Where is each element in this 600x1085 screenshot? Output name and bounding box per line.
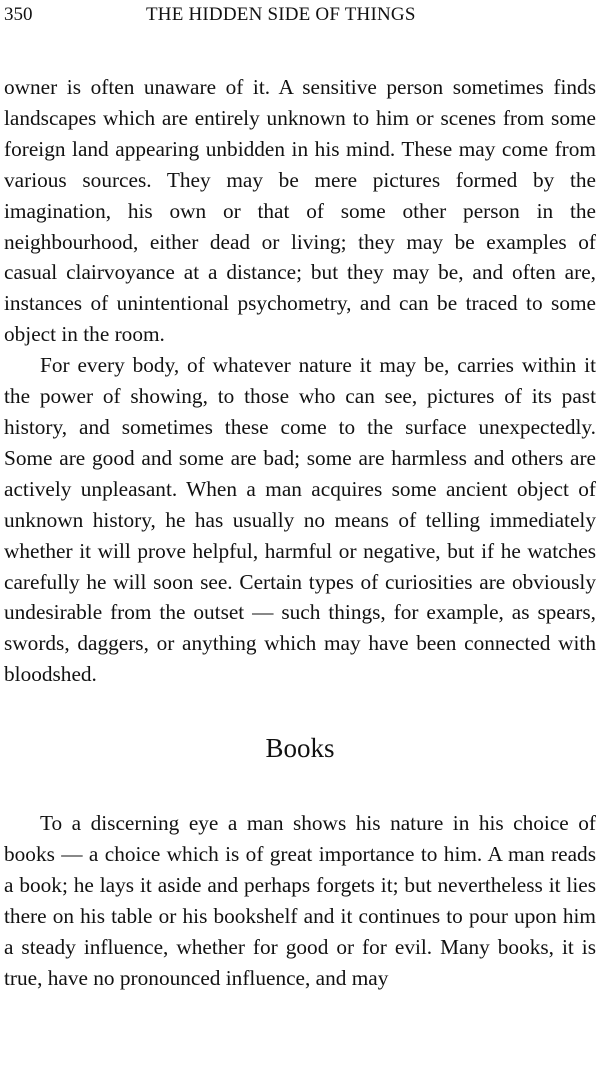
paragraph-continued: owner is often unaware of it. A sensitive person sometimes finds landscapes which are entirely unknown to him or scenes from some foreign land appearing unbidden in his mind. These may come from various sources. They may be mere pictures formed by the imagination, his own or that of some other person in the neighbourhood, either dead or living; they may be examples of casual clairvoyance at a distance; but they may be, and often are, instances of unintentional psychometry, and can be traced to some object in the room.	[4, 75, 596, 347]
page-number: 350	[4, 4, 33, 25]
section-heading-books: Books	[265, 733, 335, 764]
paragraph-psychometry: For every body, of whatever nature it may be, carries within it the power of showing, to those who can see, pictures of its past history, and sometimes these come to the surface unexpectedly. Some are good and some are bad; some are harmless and others are actively unpleasant. When a man acquires some ancient object of unknown history, he has usually no means of telling immediately whether it will prove helpful, harmful or negative, but if he watches carefully he will soon see. Certain types of curiosities are obviously undesirable from the outset — such things, for example, as spears, swords, daggers, or anything which may have been connected with bloodshed.	[4, 353, 596, 687]
running-head	[4, 0, 596, 34]
running-title: THE HIDDEN SIDE OF THINGS	[146, 4, 416, 25]
paragraph-books: To a discerning eye a man shows his nature in his choice of books — a choice which is of great importance to him. A man reads a book; he lays it aside and perhaps forgets it; but nevertheless it lies there on his table or his bookshelf and it continues to pour upon him a steady influence, whether for good or for evil. Many books, it is true, have no pronounced influence, and may	[4, 811, 596, 990]
